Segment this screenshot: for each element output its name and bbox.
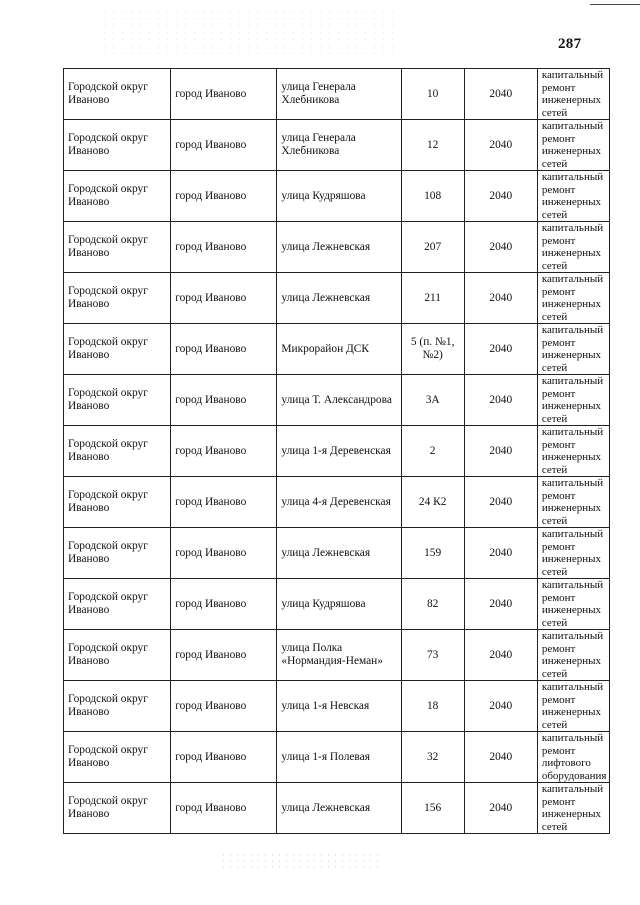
city-cell: город Иваново xyxy=(171,528,277,579)
work-type-cell: капитальный ремонт инженерных сетей xyxy=(537,273,609,324)
okrug-cell: Городской округ Иваново xyxy=(64,630,171,681)
year-cell: 2040 xyxy=(464,783,537,834)
scan-speckle-bottom xyxy=(220,852,380,870)
street-cell: улица 1-я Невская xyxy=(277,681,401,732)
year-cell: 2040 xyxy=(464,375,537,426)
year-cell: 2040 xyxy=(464,630,537,681)
year-cell: 2040 xyxy=(464,426,537,477)
house-number-cell: 207 xyxy=(401,222,464,273)
street-cell: улица 1-я Деревенская xyxy=(277,426,401,477)
house-number-cell: 73 xyxy=(401,630,464,681)
year-cell: 2040 xyxy=(464,324,537,375)
year-cell: 2040 xyxy=(464,171,537,222)
table-row xyxy=(64,120,610,171)
street-cell: улица Генерала Хлебникова xyxy=(277,69,401,120)
okrug-cell: Городской округ Иваново xyxy=(64,375,171,426)
table-row xyxy=(64,222,610,273)
house-number-cell: 159 xyxy=(401,528,464,579)
okrug-cell: Городской округ Иваново xyxy=(64,120,171,171)
table-row xyxy=(64,783,610,834)
house-number-cell: 156 xyxy=(401,783,464,834)
year-cell: 2040 xyxy=(464,69,537,120)
table-row xyxy=(64,732,610,783)
house-number-cell: 18 xyxy=(401,681,464,732)
table-row xyxy=(64,477,610,528)
year-cell: 2040 xyxy=(464,579,537,630)
street-cell: улица Кудряшова xyxy=(277,579,401,630)
table-row xyxy=(64,324,610,375)
work-type-cell: капитальный ремонт инженерных сетей xyxy=(537,528,609,579)
top-edge-rule xyxy=(590,4,640,5)
work-type-cell: капитальный ремонт инженерных сетей xyxy=(537,69,609,120)
okrug-cell: Городской округ Иваново xyxy=(64,681,171,732)
city-cell: город Иваново xyxy=(171,375,277,426)
work-type-cell: капитальный ремонт инженерных сетей xyxy=(537,222,609,273)
year-cell: 2040 xyxy=(464,273,537,324)
street-cell: улица Лежневская xyxy=(277,528,401,579)
table-body xyxy=(64,69,610,834)
work-type-cell: капитальный ремонт инженерных сетей xyxy=(537,171,609,222)
year-cell: 2040 xyxy=(464,222,537,273)
okrug-cell: Городской округ Иваново xyxy=(64,324,171,375)
city-cell: город Иваново xyxy=(171,273,277,324)
table-row xyxy=(64,69,610,120)
city-cell: город Иваново xyxy=(171,120,277,171)
okrug-cell: Городской округ Иваново xyxy=(64,528,171,579)
okrug-cell: Городской округ Иваново xyxy=(64,426,171,477)
okrug-cell: Городской округ Иваново xyxy=(64,273,171,324)
house-number-cell: 108 xyxy=(401,171,464,222)
okrug-cell: Городской округ Иваново xyxy=(64,171,171,222)
scan-speckle-top xyxy=(100,8,400,58)
city-cell: город Иваново xyxy=(171,783,277,834)
table-row xyxy=(64,681,610,732)
page-number: 287 xyxy=(558,36,582,52)
year-cell: 2040 xyxy=(464,681,537,732)
okrug-cell: Городской округ Иваново xyxy=(64,477,171,528)
house-number-cell: 3А xyxy=(401,375,464,426)
house-number-cell: 2 xyxy=(401,426,464,477)
table-row xyxy=(64,171,610,222)
year-cell: 2040 xyxy=(464,528,537,579)
street-cell: Микрорайон ДСК xyxy=(277,324,401,375)
street-cell: улица Полка «Нормандия-Неман» xyxy=(277,630,401,681)
work-type-cell: капитальный ремонт инженерных сетей xyxy=(537,579,609,630)
house-number-cell: 10 xyxy=(401,69,464,120)
okrug-cell: Городской округ Иваново xyxy=(64,222,171,273)
house-number-cell: 32 xyxy=(401,732,464,783)
city-cell: город Иваново xyxy=(171,681,277,732)
work-type-cell: капитальный ремонт инженерных сетей xyxy=(537,783,609,834)
table-row xyxy=(64,630,610,681)
table-row xyxy=(64,375,610,426)
city-cell: город Иваново xyxy=(171,69,277,120)
city-cell: город Иваново xyxy=(171,324,277,375)
repair-schedule-table xyxy=(63,68,610,834)
city-cell: город Иваново xyxy=(171,171,277,222)
street-cell: улица Лежневская xyxy=(277,273,401,324)
work-type-cell: капитальный ремонт инженерных сетей xyxy=(537,120,609,171)
work-type-cell: капитальный ремонт инженерных сетей xyxy=(537,426,609,477)
street-cell: улица 4-я Деревенская xyxy=(277,477,401,528)
year-cell: 2040 xyxy=(464,732,537,783)
street-cell: улица Кудряшова xyxy=(277,171,401,222)
house-number-cell: 5 (п. №1, №2) xyxy=(401,324,464,375)
street-cell: улица Т. Александрова xyxy=(277,375,401,426)
okrug-cell: Городской округ Иваново xyxy=(64,732,171,783)
house-number-cell: 24 К2 xyxy=(401,477,464,528)
okrug-cell: Городской округ Иваново xyxy=(64,783,171,834)
table-row xyxy=(64,579,610,630)
street-cell: улица 1-я Полевая xyxy=(277,732,401,783)
city-cell: город Иваново xyxy=(171,579,277,630)
table-row xyxy=(64,426,610,477)
year-cell: 2040 xyxy=(464,120,537,171)
city-cell: город Иваново xyxy=(171,477,277,528)
city-cell: город Иваново xyxy=(171,222,277,273)
work-type-cell: капитальный ремонт лифтового оборудования xyxy=(537,732,609,783)
city-cell: город Иваново xyxy=(171,732,277,783)
city-cell: город Иваново xyxy=(171,426,277,477)
house-number-cell: 82 xyxy=(401,579,464,630)
work-type-cell: капитальный ремонт инженерных сетей xyxy=(537,477,609,528)
year-cell: 2040 xyxy=(464,477,537,528)
house-number-cell: 211 xyxy=(401,273,464,324)
table-row xyxy=(64,528,610,579)
okrug-cell: Городской округ Иваново xyxy=(64,69,171,120)
street-cell: улица Генерала Хлебникова xyxy=(277,120,401,171)
street-cell: улица Лежневская xyxy=(277,783,401,834)
okrug-cell: Городской округ Иваново xyxy=(64,579,171,630)
work-type-cell: капитальный ремонт инженерных сетей xyxy=(537,630,609,681)
work-type-cell: капитальный ремонт инженерных сетей xyxy=(537,375,609,426)
street-cell: улица Лежневская xyxy=(277,222,401,273)
house-number-cell: 12 xyxy=(401,120,464,171)
city-cell: город Иваново xyxy=(171,630,277,681)
work-type-cell: капитальный ремонт инженерных сетей xyxy=(537,681,609,732)
table-row xyxy=(64,273,610,324)
work-type-cell: капитальный ремонт инженерных сетей xyxy=(537,324,609,375)
